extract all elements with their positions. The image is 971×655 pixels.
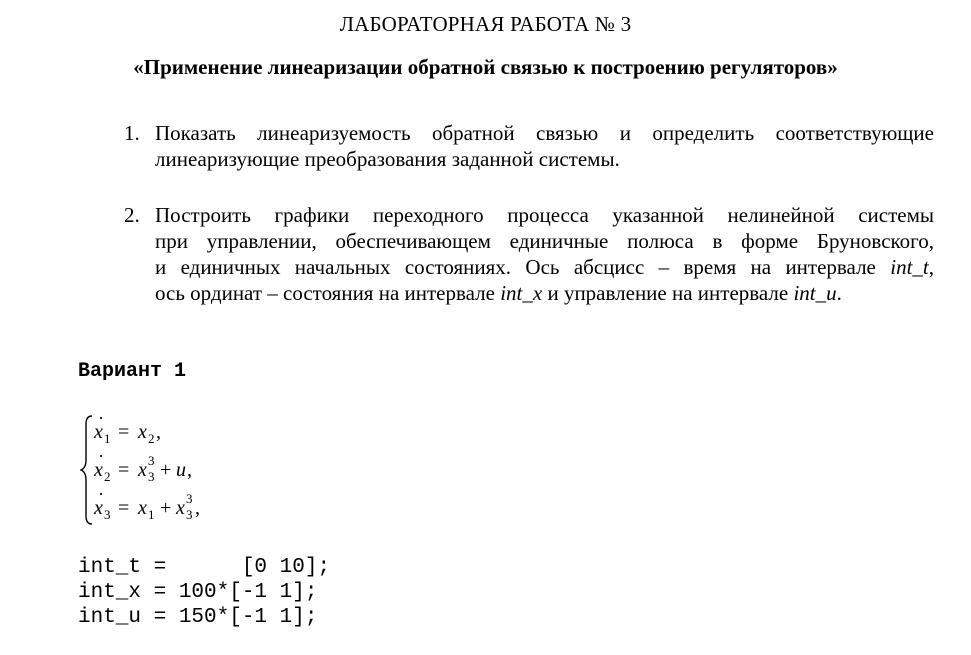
eq3-rhs: x <box>138 497 147 519</box>
eq2-rhs-sup: 3 <box>148 453 155 468</box>
eq2-lhs-sub: 2 <box>104 469 111 484</box>
eq2-lhs: x <box>94 459 103 481</box>
eq2-plus: u <box>176 459 186 481</box>
eq2-rhs: x <box>138 459 147 481</box>
code-line: int_x = 100*[-1 1]; <box>78 581 318 604</box>
task-line-text: и единичных начальных состояниях. Ось абсцисс – время на интервале <box>155 255 876 279</box>
eq1-lhs: x <box>94 421 103 443</box>
task-item-1 <box>124 120 934 172</box>
var-int-x: int_x <box>500 281 543 305</box>
task-text <box>155 202 934 306</box>
equation-2 <box>93 446 192 484</box>
eq1-lhs-sub: 1 <box>104 431 111 446</box>
svg-text:=: = <box>118 421 130 443</box>
code-line: int_u = 150*[-1 1]; <box>78 606 318 629</box>
curly-brace <box>81 416 92 524</box>
eq3-rhs-sub: 1 <box>148 507 155 522</box>
svg-text:·: · <box>98 412 104 428</box>
page-title: ЛАБОРАТОРНАЯ РАБОТА № 3 <box>339 12 632 36</box>
task-text <box>155 120 934 172</box>
svg-text:,: , <box>187 459 192 481</box>
task-item-2 <box>124 202 934 306</box>
task-line: линеаризующие преобразования заданной системы. <box>155 147 620 171</box>
eq3-plus-sub: 3 <box>186 507 193 522</box>
equation-system <box>80 412 280 527</box>
svg-text:·: · <box>98 446 104 466</box>
task-line: ось ординат – состояния на интервале int_x и управление на интервале int_u. <box>155 281 842 305</box>
equation-3 <box>93 484 200 522</box>
svg-text:,: , <box>156 421 161 443</box>
page-subtitle: «Применение линеаризации обратной связью к построению регуляторов» <box>133 55 838 79</box>
svg-text:=: = <box>118 497 130 519</box>
eq3-lhs-sub: 3 <box>104 507 111 522</box>
svg-text:+: + <box>160 497 172 519</box>
eq1-rhs: x <box>138 421 147 443</box>
task-number: 2. <box>124 203 140 227</box>
task-line: при управлении, обеспечивающем единичные полюса в форме Бруновского, <box>155 229 934 253</box>
eq3-lhs: x <box>94 497 103 519</box>
svg-text:,: , <box>195 497 200 519</box>
var-int-u: int_u <box>793 281 837 305</box>
eq2-rhs-sub: 3 <box>148 469 155 484</box>
variant-label: Вариант 1 <box>78 360 187 383</box>
task-line: Показать линеаризуемость обратной связью и определить соответствующие <box>155 121 934 145</box>
task-line-text: и управление на интервале <box>547 281 789 305</box>
code-block <box>78 555 330 630</box>
task-line: и единичных начальных состояниях. Ось абсцисс – время на интервале int_t, <box>155 255 934 279</box>
code-line: int_t = [0 10]; <box>78 556 331 579</box>
eq3-plus: x <box>176 497 185 519</box>
svg-text:=: = <box>118 459 130 481</box>
svg-text:+: + <box>160 459 172 481</box>
task-line-text: ось ординат – состояния на интервале <box>155 281 495 305</box>
equation-1 <box>93 412 161 446</box>
task-number: 1. <box>124 121 140 145</box>
eq3-plus-sup: 3 <box>186 491 193 506</box>
svg-text:·: · <box>98 484 104 504</box>
task-line: Построить графики переходного процесса указанной нелинейной системы <box>155 203 934 227</box>
eq1-rhs-sub: 2 <box>148 431 155 446</box>
var-int-t: int_t <box>890 255 929 279</box>
